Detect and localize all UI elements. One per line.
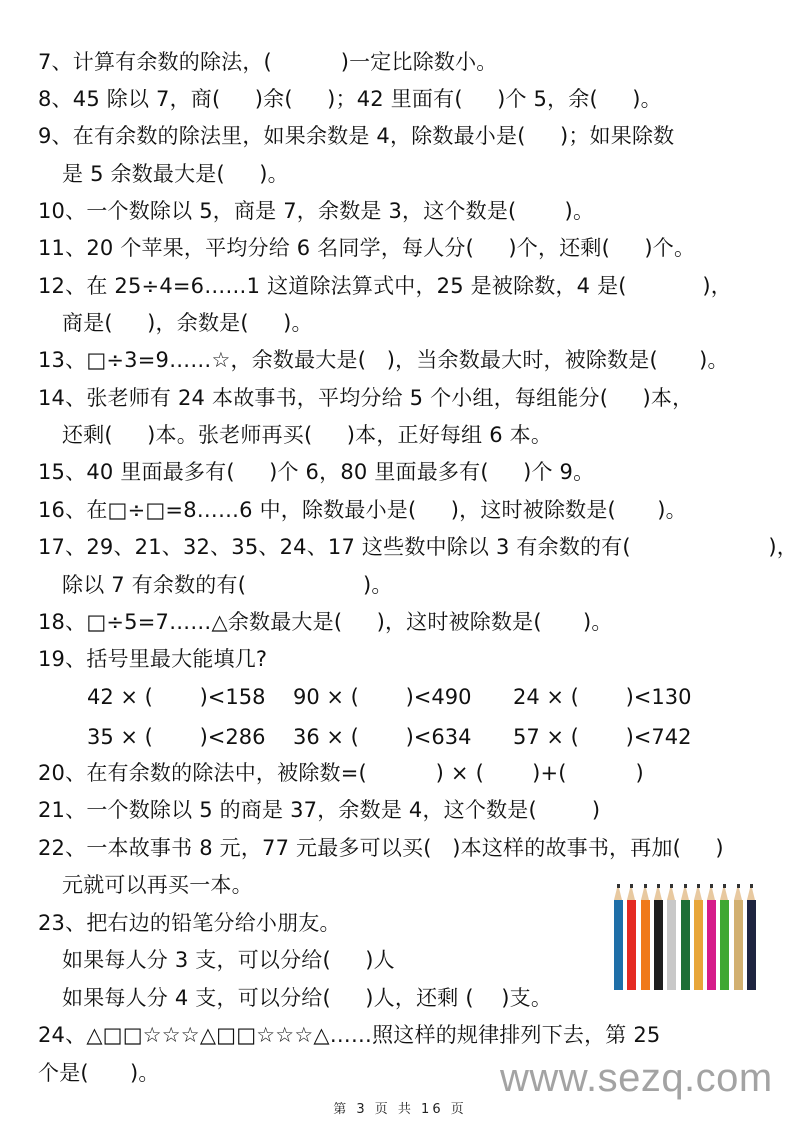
q19-item-4: 35 × ( )<286 xyxy=(87,725,266,749)
pencil-icon xyxy=(720,884,729,990)
question-19: 19、括号里最大能填几? xyxy=(38,647,268,671)
colored-pencils-image xyxy=(610,884,760,992)
q19-item-5: 36 × ( )<634 xyxy=(293,725,472,749)
pencil-icon xyxy=(627,884,636,990)
question-21: 21、一个数除以 5 的商是 37，余数是 4，这个数是( ) xyxy=(38,798,601,822)
q19-item-1: 42 × ( )<158 xyxy=(87,685,266,709)
pencil-icon xyxy=(667,884,676,990)
question-9: 9、在有余数的除法里，如果余数是 4，除数最小是( )；如果除数 xyxy=(38,124,675,148)
question-11: 11、20 个苹果，平均分给 6 名同学，每人分( )个，还剩( )个。 xyxy=(38,236,696,260)
question-12-cont: 商是( )，余数是( )。 xyxy=(62,311,313,335)
question-16: 16、在□÷□=8……6 中，除数最小是( )，这时被除数是( )。 xyxy=(38,498,687,522)
q19-item-6: 57 × ( )<742 xyxy=(513,725,692,749)
question-23-b: 如果每人分 4 支，可以分给( )人，还剩 ( )支。 xyxy=(62,986,553,1010)
question-22-cont: 元就可以再买一本。 xyxy=(62,873,253,897)
pencil-icon xyxy=(654,884,663,990)
question-17: 17、29、21、32、35、24、17 这些数中除以 3 有余数的有( )， xyxy=(38,535,798,559)
question-17-cont: 除以 7 有余数的有( )。 xyxy=(62,573,393,597)
pencil-icon xyxy=(681,884,690,990)
question-23: 23、把右边的铅笔分给小朋友。 xyxy=(38,911,341,935)
question-7: 7、计算有余数的除法，( )一定比除数小。 xyxy=(38,50,498,74)
question-12: 12、在 25÷4=6……1 这道除法算式中，25 是被除数，4 是( )， xyxy=(38,274,732,298)
question-10: 10、一个数除以 5，商是 7，余数是 3，这个数是( )。 xyxy=(38,199,595,223)
pencil-icon xyxy=(707,884,716,990)
pencil-icon xyxy=(694,884,703,990)
q19-item-2: 90 × ( )<490 xyxy=(293,685,472,709)
question-22: 22、一本故事书 8 元，77 元最多可以买( )本这样的故事书，再加( ) xyxy=(38,836,724,860)
question-9-cont: 是 5 余数最大是( )。 xyxy=(62,162,289,186)
q19-item-3: 24 × ( )<130 xyxy=(513,685,692,709)
question-13: 13、□÷3=9……☆，余数最大是( )，当余数最大时，被除数是( )。 xyxy=(38,348,729,372)
page-footer: 第 3 页 共 16 页 xyxy=(333,1102,467,1117)
pencil-icon xyxy=(747,884,756,990)
question-8: 8、45 除以 7，商( )余( )；42 里面有( )个 5，余( )。 xyxy=(38,87,662,111)
question-23-a: 如果每人分 3 支，可以分给( )人 xyxy=(62,948,395,972)
question-24: 24、△□□☆☆☆△□□☆☆☆△……照这样的规律排列下去，第 25 xyxy=(38,1023,661,1047)
question-14: 14、张老师有 24 本故事书，平均分给 5 个小组，每组能分( )本， xyxy=(38,386,694,410)
question-15: 15、40 里面最多有( )个 6，80 里面最多有( )个 9。 xyxy=(38,460,595,484)
question-24-cont: 个是( )。 xyxy=(38,1061,160,1085)
question-14-cont: 还剩( )本。张老师再买( )本，正好每组 6 本。 xyxy=(62,423,553,447)
pencil-icon xyxy=(614,884,623,990)
pencil-icon xyxy=(641,884,650,990)
question-20: 20、在有余数的除法中，被除数=( ) × ( )+( ) xyxy=(38,761,644,785)
question-18: 18、□÷5=7……△余数最大是( )，这时被除数是( )。 xyxy=(38,610,613,634)
watermark: www.sezq.com xyxy=(500,1056,773,1100)
pencil-icon xyxy=(734,884,743,990)
